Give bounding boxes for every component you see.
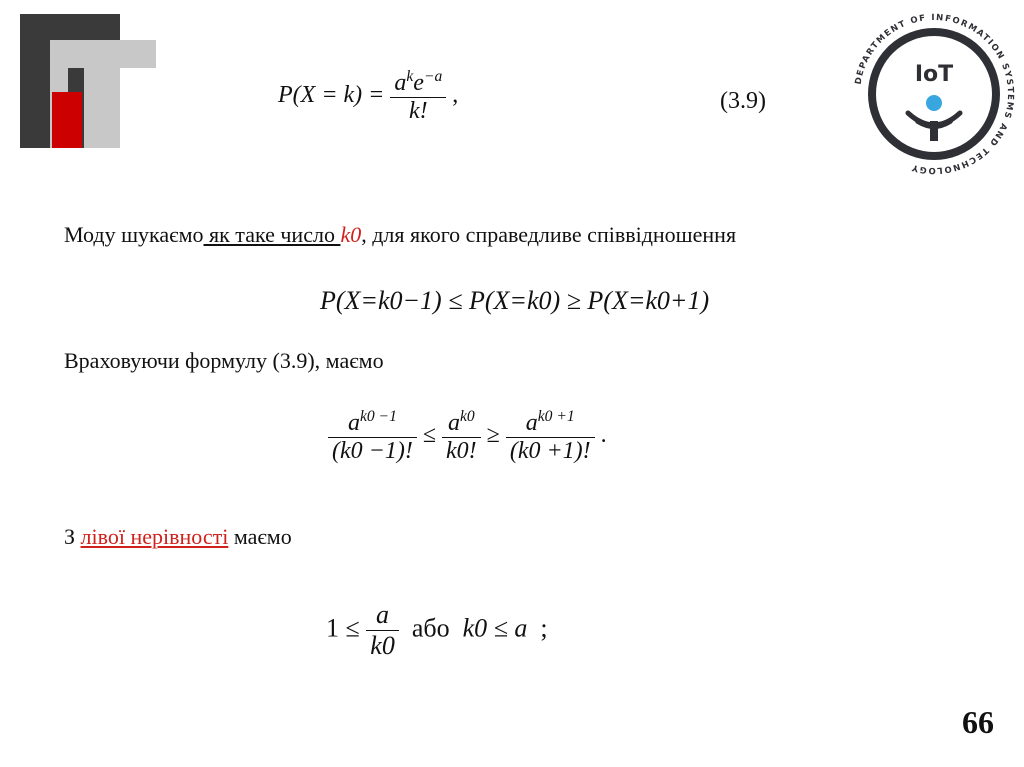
iot-department-logo (848, 5, 1020, 183)
svg-text:DEPARTMENT OF INFORMATION SYST: DEPARTMENT OF INFORMATION SYSTEMS AND TECHNOLOGY (853, 12, 1016, 176)
left-inequality-text: З лівої нерівності маємо (64, 524, 292, 549)
equation-label: (3.9) (720, 88, 766, 114)
fraction-inequality: $\frac{a^{k0 -1}}{(k0 -1)!}$ ≤ $\frac{a^{k0}}{k0!}$ ≥ $\frac{a^{k0 +1}}{(k0 +1)!}$ . (328, 408, 607, 465)
page-number: 66 (962, 704, 994, 740)
mode-inequality: P(X=k0−1) ≤ P(X=k0) ≥ P(X=k0+1) (320, 286, 710, 315)
svg-text:IoT: IoT (914, 62, 954, 87)
result-inequality: 1 ≤ $\frac{a}{k0}$ або k0 ≤ a ; (326, 600, 548, 660)
equation-3-9: P(X = k) = $\frac{a^ke^{-a}}{k!}$ , (278, 68, 459, 124)
ft-logo (20, 14, 156, 148)
mode-definition-text: Моду шукаємо як таке число k0, для якого справедливе співвідношення (64, 222, 737, 247)
formula-reference-text: Враховуючи формулу (3.9), маємо (64, 348, 384, 373)
